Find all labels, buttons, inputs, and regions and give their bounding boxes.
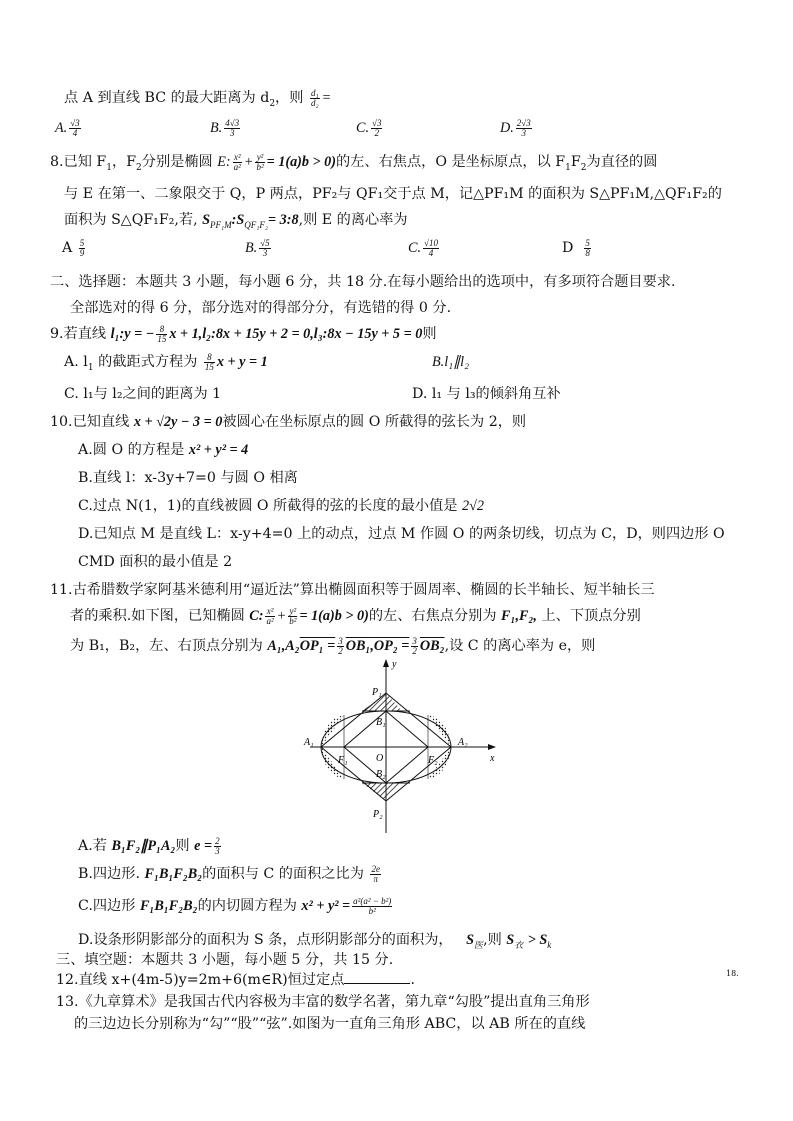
label-f2: F₂ bbox=[428, 755, 438, 766]
q8-line3: 面积为 S△QF₁F₂,若, $S_{PF_1M}:S_{QF_1F_2}=$ 3:8,则 E 的离心率为 bbox=[64, 212, 408, 230]
q11-option-a: A.若 B₁F₂∥P₁A₂则 e = $\frac{2}{3}$ bbox=[78, 835, 220, 856]
q10-option-d: D.已知点 M 是直线 L：x-y+4=0 上的动点，过点 M 作圆 O 的两条切线，切点为 C，D，则四边形 O bbox=[78, 526, 725, 542]
q9-stem: 9.若直线 l₁:y = − $\frac{8}{15}$ x + 1,l₂:8x + 15y + 2 = 0,l₃:8x − 15y + 5 = 0则 bbox=[50, 323, 437, 344]
q10-stem: 10.已知直线 x + √2y − 3 = 0被圆心在坐标原点的圆 O 所截得的弦长为 2，则 bbox=[50, 414, 527, 430]
q10-option-b: B.直线 l：x-3y+7=0 与圆 O 相离 bbox=[78, 470, 298, 486]
q11-line2: 者的乘积.如下图，已知椭圆 C: $\frac{\text{x²}}{\text{a²}}$ + $\frac{\text{y²}}{\text{b²}}$ = 1(a)b > 0)的左、右焦点分别为 F₁,F₂, 上、下顶点分别 bbox=[70, 605, 641, 626]
q10-option-a: A.圆 O 的方程是 x² + y² = 4 bbox=[78, 442, 249, 458]
label-a2: A₂ bbox=[458, 737, 468, 748]
q8-option-d: D $\frac{5}{8}$ bbox=[562, 237, 590, 258]
section-2-heading: 二、选择题：本题共 3 小题，每小题 6 分，共 18 分.在每小题给出的选项中，有多项符合题目要求. bbox=[50, 274, 676, 290]
q11-line3: 为 B₁，B₂，左、右顶点分别为 A₁,A₂OP₁ = $\frac{3}{2}$ OB₁,OP₂ = $\frac{3}{2}$ OB₂,设 C 的离心率为 e，则 bbox=[70, 635, 596, 656]
q13-line1: 13.《九章算术》是我国古代内容极为丰富的数学名著，第九章“勾股”提出直角三角形 bbox=[56, 994, 590, 1010]
q8-option-a: A $\frac{5}{9}$ bbox=[62, 237, 85, 258]
margin-note: 18. bbox=[726, 969, 739, 978]
q11-line1: 11.古希腊数学家阿基米德利用“逼近法”算出椭圆面积等于圆周率、椭圆的长半轴长、短半轴长三 bbox=[50, 582, 655, 598]
y-axis-arrow bbox=[383, 659, 389, 667]
label-p2: P₂ bbox=[373, 809, 383, 820]
label-a1: A₁ bbox=[304, 737, 314, 748]
q9-option-b: B.l₁∥l₂ bbox=[432, 354, 470, 370]
q8-option-b: B. $\frac{√5}{3}$ bbox=[245, 237, 270, 258]
q7-option-a: A. $\frac{√3}{4}$ bbox=[55, 117, 80, 138]
q8-line2: 与 E 在第一、二象限交于 Q，P 两点，PF₂与 QF₁交于点 M，记△PF₁M 的面积为 S△PF₁M,△QF₁F₂的 bbox=[64, 186, 722, 202]
q7-option-c: C. $\frac{√3}{2}$ bbox=[356, 117, 382, 138]
label-p1: P₁ bbox=[372, 687, 382, 698]
ellipse-figure bbox=[300, 655, 510, 835]
label-o: O bbox=[376, 753, 384, 764]
label-x: x bbox=[490, 753, 495, 764]
q7-option-b: B. $\frac{4√3}{3}$ bbox=[210, 117, 240, 138]
q10-option-c: C.过点 N(1，1)的直线被圆 O 所截得的弦的长度的最小值是 2√2 bbox=[78, 498, 484, 514]
q9-option-c: C. l₁与 l₂之间的距离为 1 bbox=[64, 386, 222, 402]
x-axis-arrow bbox=[488, 744, 496, 750]
q11-option-c: C.四边形 F₁B₁F₂B₂的内切圆方程为 x² + y² = $\frac{\text{a²(a² − b²)}}{\text{b²}}$ bbox=[78, 895, 392, 916]
q13-line2: 的三边边长分别称为“勾”“股”“弦”.如图为一直角三角形 ABC，以 AB 所在的直线 bbox=[74, 1016, 586, 1032]
q9-option-d: D. l₁ 与 l₃的倾斜角互补 bbox=[412, 386, 561, 402]
q9-option-a: A. $l_1$ 的截距式方程为 $\frac{8}{15}$ x + y = 1 bbox=[64, 351, 268, 373]
q11-option-b: B.四边形. F₁B₁F₂B₂的面积与 C 的面积之比为 $\frac{2e}{\pi}$ bbox=[78, 863, 380, 884]
label-f1: F₁ bbox=[338, 755, 348, 766]
label-b1: B₁ bbox=[376, 717, 386, 728]
section-3-heading: 三、填空题：本题共 3 小题，每小题 5 分，共 15 分. bbox=[56, 952, 394, 968]
answer-blank[interactable] bbox=[344, 971, 410, 984]
q10-option-d-cont: CMD 面积的最小值是 2 bbox=[78, 554, 233, 570]
q7-option-d: D. $\frac{2√3}{3}$ bbox=[500, 117, 531, 138]
section-2-heading-cont: 全部选对的得 6 分，部分选对的得部分分，有选错的得 0 分. bbox=[70, 300, 452, 316]
q12: 12.直线 x+(4m-5)y=2m+6(m∈R)恒过定点 . bbox=[56, 972, 415, 988]
q8-option-c: C. $\frac{√10}{4}$ bbox=[408, 237, 438, 258]
q7-tail: 点 A 到直线 BC 的最大距离为 $d_2$，则 $\frac{\text{d₁}}{\text{d₂}}$ = bbox=[64, 87, 332, 109]
label-y: y bbox=[392, 659, 397, 670]
q8-line1: 8.已知 $F_1$，$F_2$分别是椭圆 E: $\frac{\text{x²}}{\text{a²}}$ + $\frac{\text{y²}}{\text{b²}}$ = 1(a)b > 0)的左、右焦点，O 是坐标原点，以 $F_1F_2$为直径的圆 bbox=[50, 151, 658, 173]
label-b2: B₂ bbox=[376, 769, 386, 780]
q11-option-d: D.设条形阴影部分的面积为 S 条，点形阴影部分的面积为， $S_医$,则 $S_衣 > S_k$ bbox=[78, 932, 552, 950]
